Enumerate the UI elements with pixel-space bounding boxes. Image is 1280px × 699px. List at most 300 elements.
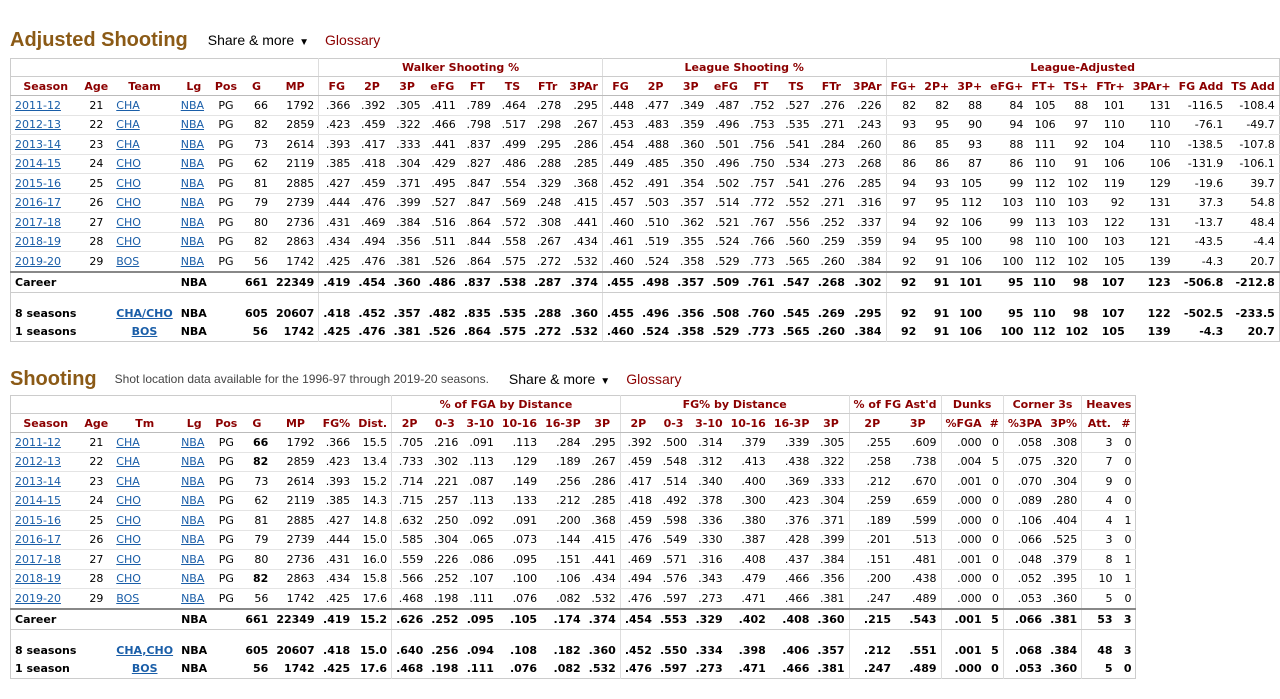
table-cell: .521 <box>708 213 743 233</box>
table-cell[interactable] <box>177 213 211 233</box>
column-header[interactable]: 3P <box>390 77 425 96</box>
column-header[interactable]: Pos <box>211 77 241 96</box>
table-cell: .864 <box>460 252 495 272</box>
column-header[interactable]: TS <box>495 77 530 96</box>
column-header[interactable]: FG <box>319 77 355 96</box>
total-cell: .360 <box>390 272 425 293</box>
table-cell: 24 <box>80 491 112 511</box>
table-cell: .271 <box>814 193 849 213</box>
table-cell: .189 <box>541 452 585 472</box>
table-cell[interactable] <box>112 530 177 550</box>
table-cell[interactable] <box>112 135 176 155</box>
table-cell: .510 <box>638 213 673 233</box>
table-cell: .789 <box>460 96 495 116</box>
group-header: FG% by Distance <box>620 396 849 414</box>
table-cell: .513 <box>895 530 941 550</box>
column-header[interactable]: Pos <box>211 414 241 433</box>
total-cell: .419 <box>319 272 355 293</box>
column-header[interactable]: 3-10 <box>462 414 498 433</box>
table-cell[interactable] <box>11 96 81 116</box>
table-cell: .278 <box>530 96 565 116</box>
table-cell: .418 <box>354 154 389 174</box>
league-link[interactable]: NBA <box>181 455 205 469</box>
season-link[interactable]: 2011-12 <box>15 98 61 112</box>
column-header[interactable]: 16-3P <box>770 414 814 433</box>
table-cell: .358 <box>673 252 708 272</box>
column-header[interactable]: 2P <box>354 77 389 96</box>
table-cell[interactable] <box>112 174 176 194</box>
total-cell: 92 <box>886 322 920 342</box>
season-link[interactable]: 2016-17 <box>15 533 61 547</box>
table-cell: PG <box>211 213 241 233</box>
total-cell: .000 <box>941 659 986 679</box>
column-header[interactable]: 2P+ <box>920 77 953 96</box>
table-cell: 86 <box>920 154 953 174</box>
table-cell[interactable] <box>177 511 211 531</box>
table-cell[interactable] <box>112 491 177 511</box>
table-cell[interactable] <box>112 154 176 174</box>
season-link[interactable]: 2015-16 <box>15 176 61 190</box>
season-link[interactable]: 2018-19 <box>15 235 61 249</box>
column-header[interactable]: Dist. <box>354 414 391 433</box>
league-link[interactable]: NBA <box>180 235 205 249</box>
table-cell: .494 <box>354 232 389 252</box>
column-header[interactable]: 3-10 <box>691 414 727 433</box>
table-cell[interactable] <box>177 193 211 213</box>
table-cell: .532 <box>585 589 621 609</box>
table-cell[interactable] <box>11 174 81 194</box>
table-cell: 62 <box>241 491 272 511</box>
column-header[interactable]: 0-3 <box>427 414 462 433</box>
table-cell: .308 <box>1046 433 1082 453</box>
table-cell: .752 <box>743 96 778 116</box>
table-cell[interactable] <box>112 452 177 472</box>
league-link[interactable]: NBA <box>180 137 205 151</box>
total-cell[interactable] <box>112 659 177 679</box>
table-cell: .106 <box>1003 511 1046 531</box>
table-cell[interactable] <box>112 589 177 609</box>
table-cell: .576 <box>656 569 691 589</box>
league-link[interactable]: NBA <box>181 572 205 586</box>
table-cell[interactable] <box>177 433 211 453</box>
column-header[interactable]: Lg <box>177 414 211 433</box>
table-cell[interactable] <box>177 569 211 589</box>
team-link[interactable]: CHA <box>116 435 140 449</box>
table-cell: 103 <box>986 193 1027 213</box>
table-cell: .111 <box>462 589 498 609</box>
table-cell: .000 <box>941 511 986 531</box>
glossary-link[interactable]: Glossary <box>626 371 682 387</box>
table-cell[interactable] <box>11 193 81 213</box>
table-row <box>11 569 1136 589</box>
table-cell[interactable] <box>11 213 81 233</box>
team-link[interactable]: BOS <box>131 324 158 338</box>
table-cell: PG <box>211 154 241 174</box>
table-cell[interactable] <box>112 96 176 116</box>
column-header[interactable]: 3P <box>895 414 941 433</box>
league-link[interactable]: NBA <box>180 157 205 171</box>
group-header: Walker Shooting % <box>319 59 603 77</box>
table-cell[interactable] <box>177 472 211 492</box>
table-row <box>11 193 1280 213</box>
column-header[interactable]: 2P <box>849 414 895 433</box>
table-cell: 22 <box>80 452 112 472</box>
column-header[interactable]: 10-16 <box>727 414 770 433</box>
column-header[interactable]: FTr+ <box>1092 77 1128 96</box>
column-header[interactable]: 3PAr <box>849 77 886 96</box>
column-header[interactable]: Age <box>80 414 112 433</box>
table-cell[interactable] <box>11 569 81 589</box>
glossary-link[interactable]: Glossary <box>325 32 381 48</box>
team-link[interactable]: CHO <box>116 572 141 586</box>
table-cell: .385 <box>319 491 355 511</box>
team-link[interactable]: CHO <box>116 235 141 249</box>
share-more-button[interactable]: Share & more ▼ <box>207 32 310 48</box>
table-cell[interactable] <box>177 530 211 550</box>
column-header[interactable]: eFG <box>425 77 460 96</box>
column-header[interactable]: # <box>986 414 1004 433</box>
table-cell: 0 <box>1117 472 1136 492</box>
table-cell: 2119 <box>272 491 318 511</box>
table-cell[interactable] <box>177 589 211 609</box>
table-cell: 121 <box>1129 232 1175 252</box>
season-link[interactable]: 2011-12 <box>15 435 61 449</box>
team-link[interactable]: CHA/CHO <box>116 306 173 320</box>
total-cell: .565 <box>782 324 810 338</box>
column-header[interactable]: Att. <box>1082 414 1117 433</box>
table-cell: 27 <box>80 213 112 233</box>
season-link[interactable]: 2014-15 <box>15 157 61 171</box>
table-cell: .339 <box>770 433 814 453</box>
share-more-button[interactable]: Share & more ▼ <box>508 371 611 387</box>
table-cell: 73 <box>241 472 272 492</box>
table-cell[interactable] <box>177 252 211 272</box>
table-cell: 4 <box>1082 511 1117 531</box>
table-cell[interactable] <box>112 472 177 492</box>
table-cell: .459 <box>354 115 389 135</box>
column-header[interactable]: 3PAr+ <box>1129 77 1175 96</box>
table-cell[interactable] <box>11 452 81 472</box>
column-header[interactable]: FTr <box>530 77 565 96</box>
league-link[interactable]: NBA <box>181 533 205 547</box>
team-link[interactable]: CHA <box>116 98 140 112</box>
team-link[interactable]: CHO <box>116 176 141 190</box>
team-link[interactable]: CHO <box>116 215 141 229</box>
table-cell: 2736 <box>272 550 318 570</box>
table-cell: .437 <box>770 550 814 570</box>
table-cell[interactable] <box>112 193 176 213</box>
table-cell: .381 <box>390 252 425 272</box>
column-header[interactable]: eFG+ <box>986 77 1027 96</box>
league-link[interactable]: NBA <box>180 196 205 210</box>
season-link[interactable]: 2018-19 <box>15 572 61 586</box>
team-link[interactable]: CHO <box>116 196 141 210</box>
season-link[interactable]: 2012-13 <box>15 455 61 469</box>
table-cell: PG <box>211 511 241 531</box>
table-cell[interactable] <box>11 433 81 453</box>
table-cell: .750 <box>743 154 778 174</box>
team-link[interactable]: CHO <box>116 552 141 566</box>
team-link[interactable]: CHO <box>116 533 141 547</box>
table-cell[interactable] <box>11 491 81 511</box>
column-header[interactable]: FG+ <box>886 77 920 96</box>
total-row <box>11 322 1280 342</box>
table-cell[interactable] <box>112 232 176 252</box>
column-header[interactable]: # <box>1117 414 1136 433</box>
table-cell[interactable] <box>177 491 211 511</box>
column-header[interactable]: 3P+ <box>953 77 986 96</box>
column-header[interactable]: Season <box>11 77 81 96</box>
table-cell: 99 <box>986 213 1027 233</box>
season-link[interactable]: 2019-20 <box>15 591 61 605</box>
season-link[interactable]: 2017-18 <box>15 215 61 229</box>
column-header[interactable]: 0-3 <box>656 414 691 433</box>
table-cell: .385 <box>319 154 355 174</box>
team-link[interactable]: CHO <box>116 494 141 508</box>
table-cell: .477 <box>638 96 673 116</box>
total-cell: .384 <box>1050 643 1078 657</box>
column-header[interactable]: FT <box>743 77 778 96</box>
column-header[interactable]: FG <box>602 77 638 96</box>
team-link[interactable]: CHO <box>116 513 141 527</box>
table-cell[interactable] <box>112 213 176 233</box>
column-header[interactable]: 2P <box>638 77 673 96</box>
column-header[interactable]: FG Add <box>1175 77 1228 96</box>
total-cell: 112 <box>1032 324 1056 338</box>
season-link[interactable]: 2013-14 <box>15 474 61 488</box>
season-link[interactable]: 2014-15 <box>15 494 61 508</box>
column-header[interactable]: G <box>241 77 272 96</box>
total-cell: 661 <box>241 609 272 630</box>
table-cell: 16.0 <box>354 550 391 570</box>
column-header[interactable]: 3PAr <box>565 77 602 96</box>
total-cell[interactable] <box>112 629 177 659</box>
table-cell[interactable] <box>11 589 81 609</box>
table-cell: .527 <box>779 96 814 116</box>
total-cell: 17.6 <box>359 661 388 675</box>
table-cell: .844 <box>460 232 495 252</box>
table-cell: 2119 <box>272 154 319 174</box>
league-link[interactable]: NBA <box>180 118 205 132</box>
table-cell[interactable] <box>112 511 177 531</box>
table-cell[interactable] <box>112 433 177 453</box>
season-link[interactable]: 2012-13 <box>15 118 61 132</box>
table-cell: .304 <box>427 530 462 550</box>
column-header[interactable]: 3P <box>673 77 708 96</box>
table-cell: 94 <box>886 213 920 233</box>
column-header[interactable]: 2P <box>620 414 656 433</box>
column-header[interactable]: Tm <box>112 414 177 433</box>
table-cell[interactable] <box>11 135 81 155</box>
column-header[interactable]: G <box>241 414 272 433</box>
table-cell: .100 <box>498 569 541 589</box>
total-cell: 0 <box>1123 661 1132 675</box>
table-cell[interactable] <box>11 511 81 531</box>
team-link[interactable]: CHA <box>116 474 140 488</box>
table-cell[interactable] <box>177 135 211 155</box>
table-cell[interactable] <box>112 550 177 570</box>
table-cell: 22 <box>80 115 112 135</box>
table-cell: 73 <box>241 135 272 155</box>
column-header[interactable]: TS Add <box>1227 77 1279 96</box>
table-cell: .459 <box>620 511 656 531</box>
league-link[interactable]: NBA <box>181 552 205 566</box>
table-cell: .273 <box>691 589 727 609</box>
team-link[interactable]: BOS <box>131 661 158 675</box>
total-cell: 107 <box>1092 272 1128 293</box>
table-cell: .431 <box>319 213 355 233</box>
table-cell[interactable] <box>112 569 177 589</box>
column-header[interactable]: TS <box>779 77 814 96</box>
table-cell: 101 <box>1092 96 1128 116</box>
team-link[interactable]: CHO <box>116 157 141 171</box>
column-header[interactable]: FG% <box>319 414 355 433</box>
total-cell <box>211 292 241 322</box>
table-cell: .257 <box>427 491 462 511</box>
table-cell: 29 <box>80 589 112 609</box>
table-cell: .267 <box>565 115 602 135</box>
table-cell: .425 <box>319 589 355 609</box>
league-link[interactable]: NBA <box>181 591 205 605</box>
column-header[interactable]: MP <box>272 77 319 96</box>
table-cell[interactable] <box>11 232 81 252</box>
table-cell[interactable] <box>177 452 211 472</box>
column-header[interactable]: FT <box>460 77 495 96</box>
league-link[interactable]: NBA <box>181 494 205 508</box>
table-cell: -13.7 <box>1175 213 1228 233</box>
table-cell: .773 <box>743 252 778 272</box>
table-cell: PG <box>211 452 241 472</box>
total-cell: .498 <box>638 272 673 293</box>
column-header[interactable]: FTr <box>814 77 849 96</box>
team-link[interactable]: BOS <box>116 591 140 605</box>
table-cell[interactable] <box>11 252 81 272</box>
total-cell: .360 <box>1050 661 1078 675</box>
table-cell[interactable] <box>11 550 81 570</box>
table-cell[interactable] <box>11 154 81 174</box>
team-link[interactable]: CHA <box>116 118 140 132</box>
column-header[interactable]: eFG <box>708 77 743 96</box>
table-cell[interactable] <box>177 550 211 570</box>
table-cell: .371 <box>813 511 849 531</box>
table-cell: 0 <box>986 569 1004 589</box>
table-cell[interactable] <box>177 115 211 135</box>
total-cell: .864 <box>463 324 491 338</box>
league-link[interactable]: NBA <box>181 513 205 527</box>
group-header-row <box>11 59 1280 77</box>
league-link[interactable]: NBA <box>181 474 205 488</box>
table-cell: .091 <box>462 433 498 453</box>
table-cell[interactable] <box>177 232 211 252</box>
column-header[interactable]: FT+ <box>1027 77 1059 96</box>
table-cell: .715 <box>392 491 428 511</box>
table-cell: 100 <box>953 232 986 252</box>
total-cell: .496 <box>642 306 670 320</box>
table-cell: .441 <box>565 213 602 233</box>
table-cell: 0 <box>986 589 1004 609</box>
total-cell: 15.2 <box>354 609 391 630</box>
total-cell[interactable] <box>112 322 176 342</box>
league-link[interactable]: NBA <box>180 254 205 268</box>
table-cell: 93 <box>953 135 986 155</box>
total-cell: 1742 <box>283 324 315 338</box>
table-cell: 88 <box>1060 96 1093 116</box>
table-cell[interactable] <box>11 530 81 550</box>
column-header[interactable]: 2P <box>392 414 428 433</box>
team-link[interactable]: CHA <box>116 137 140 151</box>
table-cell: PG <box>211 174 241 194</box>
table-cell: .273 <box>814 154 849 174</box>
team-link[interactable]: CHA,CHO <box>116 643 174 657</box>
table-cell: 81 <box>241 511 272 531</box>
table-cell: .221 <box>427 472 462 492</box>
table-cell: 122 <box>1092 213 1128 233</box>
season-link[interactable]: 2013-14 <box>15 137 61 151</box>
column-header[interactable]: %FGA <box>941 414 986 433</box>
season-link[interactable]: 2015-16 <box>15 513 61 527</box>
column-header[interactable]: 3P <box>813 414 849 433</box>
league-link[interactable]: NBA <box>180 215 205 229</box>
table-cell[interactable] <box>177 96 211 116</box>
league-link[interactable]: NBA <box>180 176 205 190</box>
total-cell[interactable] <box>112 292 176 322</box>
table-cell: .336 <box>691 511 727 531</box>
column-header[interactable]: Lg <box>177 77 211 96</box>
table-cell[interactable] <box>11 472 81 492</box>
table-cell: .479 <box>727 569 770 589</box>
total-cell: 56 <box>253 661 269 675</box>
table-cell: 5 <box>1082 589 1117 609</box>
total-cell: .489 <box>909 661 937 675</box>
table-cell: .004 <box>941 452 986 472</box>
total-cell: .773 <box>747 324 775 338</box>
league-link[interactable]: NBA <box>180 98 205 112</box>
column-header[interactable]: Season <box>11 414 81 433</box>
table-cell[interactable] <box>11 115 81 135</box>
column-header[interactable]: 10-16 <box>498 414 541 433</box>
column-header[interactable]: Age <box>80 77 112 96</box>
team-link[interactable]: CHA <box>116 455 140 469</box>
table-cell: .448 <box>602 96 638 116</box>
total-cell: .452 <box>620 629 656 659</box>
column-header[interactable]: TS+ <box>1060 77 1093 96</box>
table-cell[interactable] <box>177 174 211 194</box>
season-link[interactable]: 2016-17 <box>15 196 61 210</box>
table-cell: .733 <box>392 452 428 472</box>
season-link[interactable]: 2017-18 <box>15 552 61 566</box>
league-link[interactable]: NBA <box>181 435 205 449</box>
column-header[interactable]: Team <box>112 77 176 96</box>
table-cell[interactable] <box>177 154 211 174</box>
table-cell[interactable] <box>112 115 176 135</box>
table-cell: -138.5 <box>1175 135 1228 155</box>
table-cell: 110 <box>1092 115 1128 135</box>
table-cell: .305 <box>813 433 849 453</box>
table-cell: 110 <box>1027 193 1059 213</box>
column-header[interactable]: MP <box>272 414 318 433</box>
total-cell: .486 <box>425 272 460 293</box>
team-link[interactable]: BOS <box>116 254 140 268</box>
season-link[interactable]: 2019-20 <box>15 254 61 268</box>
table-cell: .488 <box>638 135 673 155</box>
column-header[interactable]: 16-3P <box>541 414 585 433</box>
total-cell: .425 <box>323 661 351 675</box>
table-cell[interactable] <box>112 252 176 272</box>
column-header[interactable]: 3P <box>585 414 621 433</box>
column-header[interactable]: %3PA <box>1003 414 1046 433</box>
column-header[interactable]: 3P% <box>1046 414 1082 433</box>
table-cell: 1 <box>1117 511 1136 531</box>
